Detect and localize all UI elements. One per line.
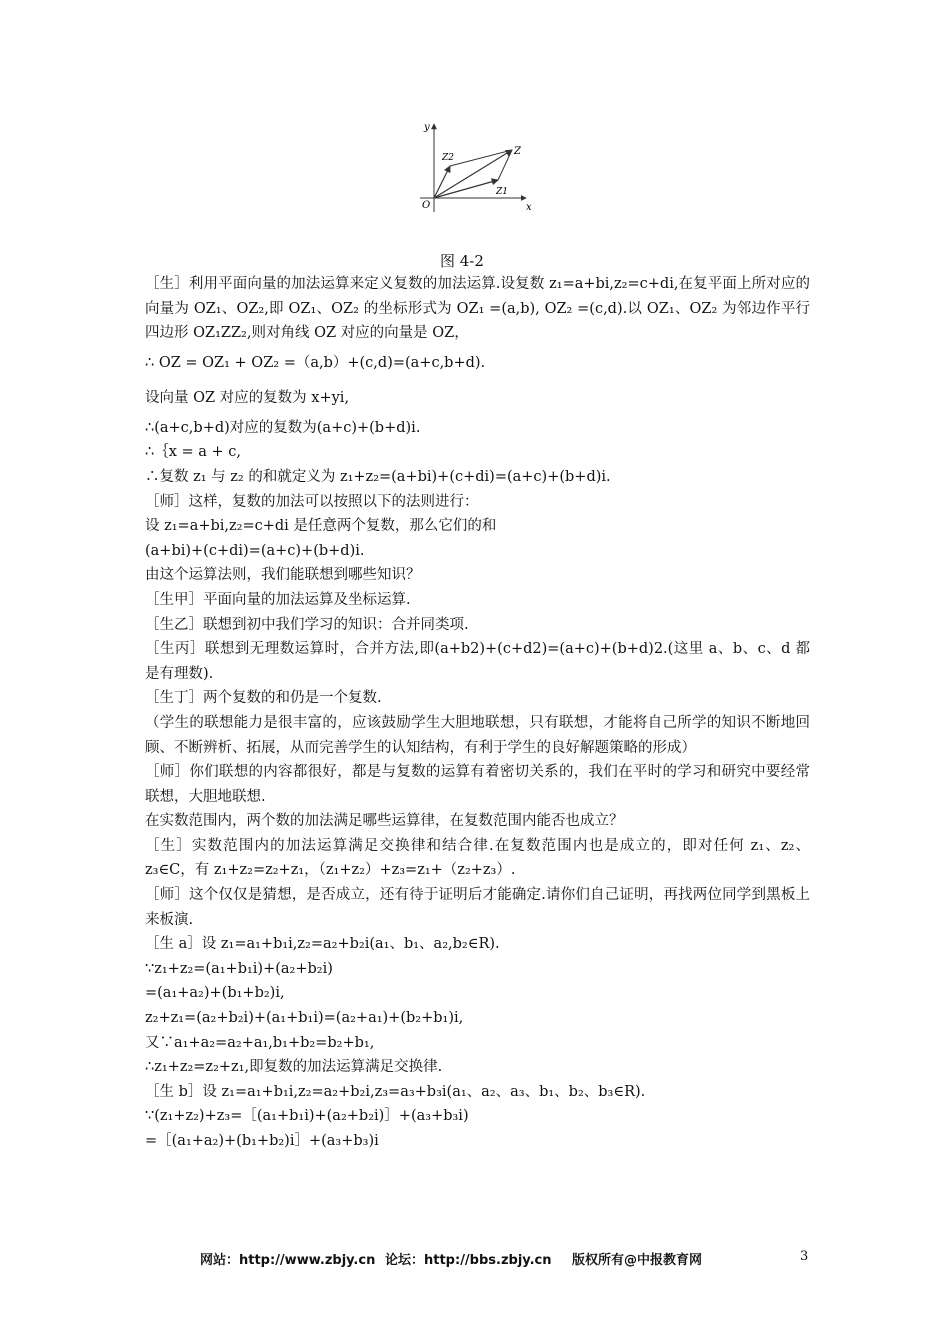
origin-label: O (422, 200, 431, 211)
vector-diagram (408, 118, 540, 218)
paragraph-line: =［(a₁+a₂)+(b₁+b₂)i］+(a₃+b₃)i (145, 1133, 379, 1149)
paragraph-line: （学生的联想能力是很丰富的，应该鼓励学生大胆地联想，只有联想，才能将自己所学的知识不断地回顾、不断辨析、拓展，从而完善学生的认知结构，有利于学生的良好解题策略的形成） (145, 714, 810, 756)
paragraph-line: 由这个运算法则，我们能联想到哪些知识？ (145, 567, 421, 584)
footer-website: 网站：http://www.zbjy.cn (200, 1253, 376, 1268)
paragraph-line: ［生甲］平面向量的加法运算及坐标运算. (145, 591, 411, 608)
paragraph-line: z₂+z₁=(a₂+b₂i)+(a₁+b₁i)=(a₂+a₁)+(b₂+b₁)i, (145, 1010, 464, 1027)
paragraph-line: 设向量 OZ 对应的复数为 x+yi, (145, 389, 350, 406)
paragraph-line: ［师］这样，复数的加法可以按照以下的法则进行： (145, 493, 479, 510)
page-number: 3 (800, 1249, 809, 1264)
paragraph-line: ［师］这个仅仅是猜想，是否成立，还有待于证明后才能确定.请你们自己证明，再找两位同学到黑板上来板演. (145, 887, 810, 928)
paragraph-line: 又∵a₁+a₂=a₂+a₁,b₁+b₂=b₂+b₁, (145, 1034, 375, 1051)
paragraph-line: (a+bi)+(c+di)=(a+c)+(b+d)i. (145, 542, 365, 559)
paragraph-line: ［生乙］联想到初中我们学习的知识：合并同类项. (145, 616, 469, 633)
side-z2z (450, 150, 512, 166)
document-body (145, 272, 810, 1154)
paragraph-line: ［生］利用平面向量的加法运算来定义复数的加法运算.设复数 z₁=a+bi,z₂=c+di,在复平面上所对应的向量为 OZ₁、OZ₂,即 OZ₁、OZ₂ 的坐标形式为 OZ₁ =(a,b), OZ₂ =(c,d).以 OZ₁、OZ₂ 为邻边作平行四边形 OZ₁ZZ₂,则对角线 OZ 对应的向量是 OZ， (145, 276, 810, 342)
paragraph-line: ［生 b］设 z₁=a₁+b₁i,z₂=a₂+b₂i,z₃=a₃+b₃i(a₁、a₂、a₃、b₁、b₂、b₃∈R). (145, 1083, 646, 1100)
footer-copyright: 版权所有@中报教育网 (572, 1253, 703, 1268)
point-z1-label: Z1 (496, 187, 508, 197)
paragraph-line: ∴(a+c,b+d)对应的复数为(a+c)+(b+d)i. (145, 419, 421, 436)
point-z-label: Z (514, 146, 521, 157)
figure-caption: 图 4-2 (440, 252, 484, 270)
paragraph-line: ∵(z₁+z₂)+z₃=［(a₁+b₁i)+(a₂+b₂i)］+(a₃+b₃i) (145, 1108, 469, 1125)
paragraph-line: ∴ OZ = OZ₁ + OZ₂ =（a,b）+(c,d)=(a+c,b+d). (145, 354, 486, 371)
footer-forum: 论坛：http://bbs.zbjy.cn (385, 1253, 552, 1268)
paragraph-line: ∴｛x = a + c, (145, 444, 242, 461)
vector-oz1 (434, 180, 498, 198)
paragraph-line: ［生丙］联想到无理数运算时，合并方法,即(a+b2)+(c+d2)=(a+c)+(b+d)2.(这里 a、b、c、d 都是有理数). (145, 641, 810, 682)
paragraph-line: ∵z₁+z₂=(a₁+b₁i)+(a₂+b₂i) (145, 960, 333, 977)
point-z2-label: Z2 (442, 153, 454, 163)
paragraph-line: ∴复数 z₁ 与 z₂ 的和就定义为 z₁+z₂=(a+bi)+(c+di)=(a+c)+(b+d)i. (145, 468, 611, 485)
paragraph-line: =(a₁+a₂)+(b₁+b₂)i, (145, 985, 285, 1002)
paragraph-line: 在实数范围内，两个数的加法满足哪些运算律，在复数范围内能否也成立？ (145, 813, 624, 830)
paragraph-line: ［生丁］两个复数的和仍是一个复数. (145, 690, 382, 707)
paragraph-line: ［师］你们联想的内容都很好，都是与复数的运算有着密切关系的，我们在平时的学习和研究中要经常联想，大胆地联想. (145, 764, 810, 805)
paragraph-line: ［生 a］设 z₁=a₁+b₁i,z₂=a₂+b₂i(a₁、b₁、a₂,b₂∈R). (145, 936, 500, 953)
paragraph-line: 设 z₁=a+bi,z₂=c+di 是任意两个复数，那么它们的和 (145, 518, 497, 535)
x-axis-label: x (526, 202, 532, 213)
paragraph-line: ∴z₁+z₂=z₂+z₁,即复数的加法运算满足交换律. (145, 1059, 443, 1076)
page-footer (200, 1249, 820, 1271)
y-axis-label: y (424, 122, 430, 133)
paragraph-line: ［生］实数范围内的加法运算满足交换律和结合律.在复数范围内也是成立的，即对任何 z₁、z₂、z₃∈C，有 z₁+z₂=z₂+z₁，（z₁+z₂）+z₃=z₁+（z₂+z₃）. (145, 837, 810, 879)
